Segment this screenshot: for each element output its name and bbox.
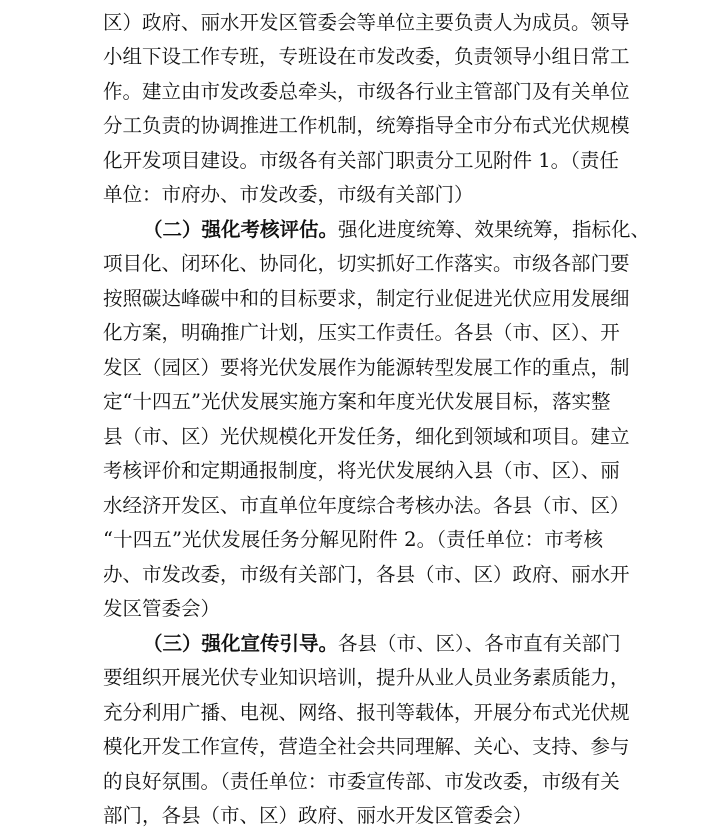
- text-line: 部门，各县（市、区）政府、丽水开发区管委会）: [103, 804, 533, 827]
- text-line: 水经济开发区、市直单位年度综合考核办法。各县（市、区）: [103, 494, 630, 517]
- text-line: 化开发项目建设。市级各有关部门职责分工见附件 1。（责任: [103, 149, 619, 172]
- text-line: 县（市、区）光伏规模化开发任务，细化到领域和项目。建立: [103, 425, 630, 448]
- text-line: “十四五”光伏发展任务分解见附件 2。（责任单位：市考核: [103, 528, 603, 551]
- text-line: 分工负责的协调推进工作机制，统筹指导全市分布式光伏规模: [103, 114, 630, 137]
- text-line: 考核评价和定期通报制度，将光伏发展纳入县（市、区）、丽: [103, 459, 620, 482]
- text-line: 充分利用广播、电视、网络、报刊等载体，开展分布式光伏规: [103, 701, 630, 724]
- text-line: 作。建立由市发改委总牵头，市级各行业主管部门及有关单位: [103, 80, 630, 103]
- section-2-first-line: [143, 217, 651, 242]
- text-line: 模化开发工作宣传，营造全社会共同理解、关心、支持、参与: [103, 735, 630, 758]
- text-line: 区）政府、丽水开发区管委会等单位主要负责人为成员。领导: [103, 11, 630, 34]
- text-line: 发区（园区）要将光伏发展作为能源转型发展工作的重点，制: [103, 356, 630, 379]
- text-line: 按照碳达峰碳中和的目标要求，制定行业促进光伏应用发展细: [103, 287, 630, 310]
- text-line: 小组下设工作专班，专班设在市发改委，负责领导小组日常工: [103, 45, 630, 68]
- text-line: 定“十四五”光伏发展实施方案和年度光伏发展目标，落实整: [103, 390, 611, 413]
- text-line: 的良好氛围。（责任单位：市委宣传部、市发改委，市级有关: [103, 770, 620, 793]
- section-3-heading: （三）强化宣传引导。: [143, 632, 339, 655]
- text-line: 发区管委会）: [103, 597, 221, 620]
- text-line: 项目化、闭环化、协同化，切实抓好工作落实。市级各部门要: [103, 252, 630, 275]
- text-line: 化方案，明确推广计划，压实工作责任。各县（市、区）、开: [103, 321, 620, 344]
- section-3-first-line: [143, 631, 621, 656]
- section-2-first-line-text: 强化进度统筹、效果统筹，指标化、: [338, 218, 651, 241]
- section-3-first-line-text: 各县（市、区）、各市直有关部门: [338, 632, 621, 655]
- text-line: 办、市发改委，市级有关部门，各县（市、区）政府、丽水开: [103, 563, 630, 586]
- section-2-heading: （二）强化考核评估。: [143, 218, 339, 241]
- text-line: 要组织开展光伏专业知识培训，提升从业人员业务素质能力，: [103, 666, 630, 689]
- text-line: 单位：市府办、市发改委，市级有关部门）: [103, 183, 474, 206]
